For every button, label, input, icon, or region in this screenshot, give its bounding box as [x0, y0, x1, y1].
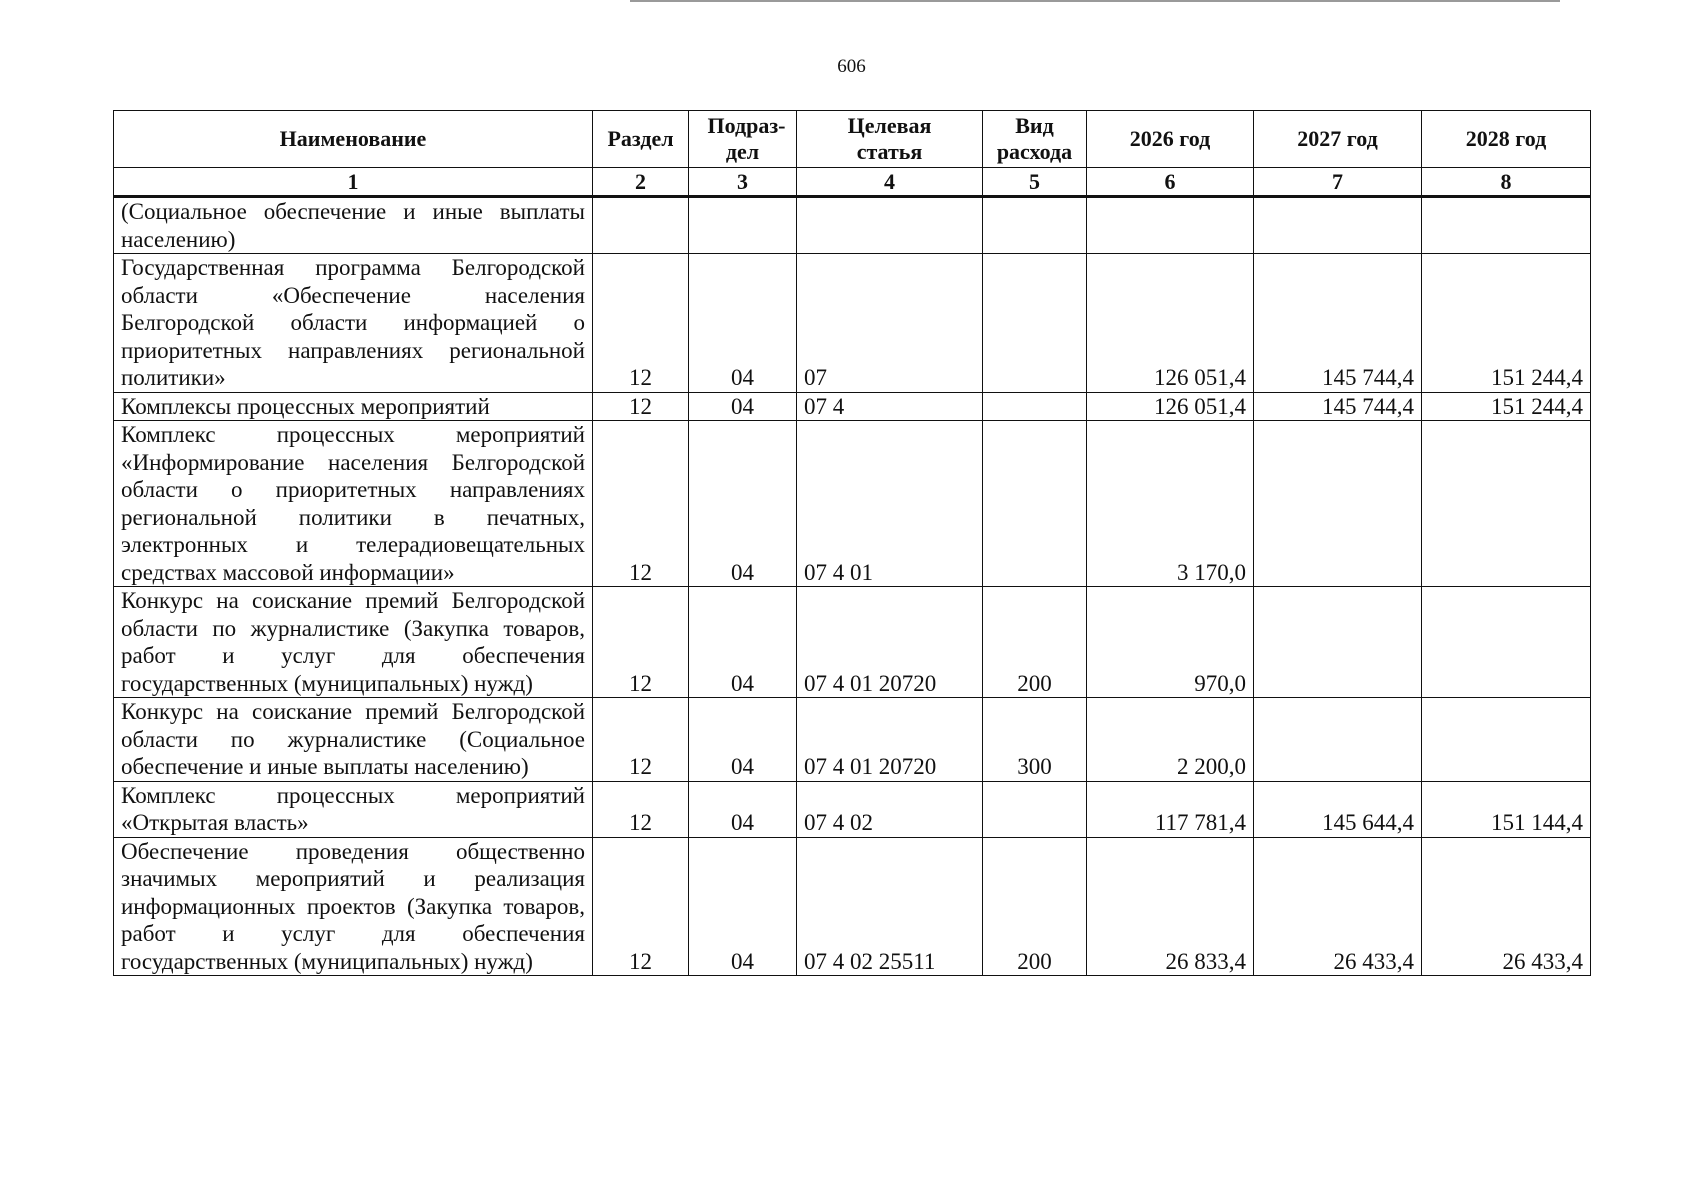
row-target: 07 4 02 — [797, 781, 983, 837]
header-subsection-label: Подраз-дел — [707, 113, 786, 164]
row-subsection: 04 — [689, 587, 797, 698]
column-number: 6 — [1087, 168, 1254, 197]
table-row — [114, 254, 1591, 393]
row-target — [797, 197, 983, 254]
header-2027: 2027 год — [1254, 111, 1422, 168]
row-target: 07 4 02 25511 — [797, 837, 983, 976]
row-section: 12 — [593, 421, 689, 587]
row-2026: 117 781,4 — [1087, 781, 1254, 837]
table-header-row — [114, 111, 1591, 168]
column-number: 8 — [1422, 168, 1591, 197]
row-target: 07 4 01 — [797, 421, 983, 587]
column-number: 1 — [114, 168, 593, 197]
row-name: Комплекс процессных мероприятий «Информирование населения Белгородской области о приоритетных направлениях региональной политики в печатных, электронных и телерадиовещательных средствах массовой информации» — [114, 421, 593, 587]
row-2026: 3 170,0 — [1087, 421, 1254, 587]
column-number: 3 — [689, 168, 797, 197]
row-2026: 970,0 — [1087, 587, 1254, 698]
table-row — [114, 421, 1591, 587]
row-2027: 145 744,4 — [1254, 254, 1422, 393]
row-section: 12 — [593, 837, 689, 976]
row-2027 — [1254, 587, 1422, 698]
row-2026: 126 051,4 — [1087, 392, 1254, 421]
row-2027: 145 644,4 — [1254, 781, 1422, 837]
row-section: 12 — [593, 781, 689, 837]
row-name: Комплексы процессных мероприятий — [114, 392, 593, 421]
row-2027 — [1254, 197, 1422, 254]
table-row — [114, 392, 1591, 421]
column-number: 7 — [1254, 168, 1422, 197]
header-subsection — [689, 111, 797, 168]
row-type — [983, 392, 1087, 421]
row-section: 12 — [593, 587, 689, 698]
row-type: 200 — [983, 837, 1087, 976]
row-2028 — [1422, 421, 1591, 587]
table-row — [114, 698, 1591, 782]
row-name: (Социальное обеспечение и иные выплаты населению) — [114, 197, 593, 254]
scan-top-rule — [630, 0, 1560, 2]
row-section: 12 — [593, 392, 689, 421]
header-2026: 2026 год — [1087, 111, 1254, 168]
row-subsection: 04 — [689, 392, 797, 421]
header-target-label: Целевая статья — [847, 113, 932, 164]
row-type — [983, 781, 1087, 837]
row-type — [983, 254, 1087, 393]
header-type-label: Вид расхода — [996, 113, 1073, 164]
row-2028 — [1422, 197, 1591, 254]
row-subsection — [689, 197, 797, 254]
row-2026: 26 833,4 — [1087, 837, 1254, 976]
column-number-row — [114, 168, 1591, 197]
row-name: Конкурс на соискание премий Белгородской области по журналистике (Закупка товаров, работ и услуг для обеспечения государственных (муниципальных) нужд) — [114, 587, 593, 698]
row-name: Комплекс процессных мероприятий «Открытая власть» — [114, 781, 593, 837]
row-2027 — [1254, 421, 1422, 587]
row-2028 — [1422, 587, 1591, 698]
header-type — [983, 111, 1087, 168]
column-number: 4 — [797, 168, 983, 197]
row-target: 07 4 01 20720 — [797, 587, 983, 698]
row-name: Конкурс на соискание премий Белгородской области по журналистике (Социальное обеспечение и иные выплаты населению) — [114, 698, 593, 782]
budget-table — [113, 110, 1591, 976]
row-target: 07 — [797, 254, 983, 393]
row-2027: 26 433,4 — [1254, 837, 1422, 976]
header-section: Раздел — [593, 111, 689, 168]
row-2026 — [1087, 197, 1254, 254]
row-subsection: 04 — [689, 698, 797, 782]
header-target — [797, 111, 983, 168]
row-type: 200 — [983, 587, 1087, 698]
table-row — [114, 837, 1591, 976]
row-subsection: 04 — [689, 837, 797, 976]
header-name: Наименование — [114, 111, 593, 168]
row-subsection: 04 — [689, 421, 797, 587]
row-name: Обеспечение проведения общественно значимых мероприятий и реализация информационных проектов (Закупка товаров, работ и услуг для обеспечения государственных (муниципальных) нужд) — [114, 837, 593, 976]
row-2028: 151 244,4 — [1422, 254, 1591, 393]
row-2027: 145 744,4 — [1254, 392, 1422, 421]
table-row — [114, 781, 1591, 837]
row-2026: 126 051,4 — [1087, 254, 1254, 393]
row-subsection: 04 — [689, 254, 797, 393]
row-2027 — [1254, 698, 1422, 782]
row-target: 07 4 — [797, 392, 983, 421]
row-2028: 151 244,4 — [1422, 392, 1591, 421]
row-section — [593, 197, 689, 254]
row-type: 300 — [983, 698, 1087, 782]
column-number: 2 — [593, 168, 689, 197]
row-2026: 2 200,0 — [1087, 698, 1254, 782]
row-section: 12 — [593, 698, 689, 782]
table-row — [114, 197, 1591, 254]
row-name: Государственная программа Белгородской области «Обеспечение населения Белгородской области информацией о приоритетных направлениях региональной политики» — [114, 254, 593, 393]
header-2028: 2028 год — [1422, 111, 1591, 168]
column-number: 5 — [983, 168, 1087, 197]
row-type — [983, 421, 1087, 587]
row-type — [983, 197, 1087, 254]
row-section: 12 — [593, 254, 689, 393]
row-2028: 151 144,4 — [1422, 781, 1591, 837]
row-subsection: 04 — [689, 781, 797, 837]
row-target: 07 4 01 20720 — [797, 698, 983, 782]
page-number: 606 — [837, 56, 866, 77]
row-2028: 26 433,4 — [1422, 837, 1591, 976]
row-2028 — [1422, 698, 1591, 782]
table-row — [114, 587, 1591, 698]
